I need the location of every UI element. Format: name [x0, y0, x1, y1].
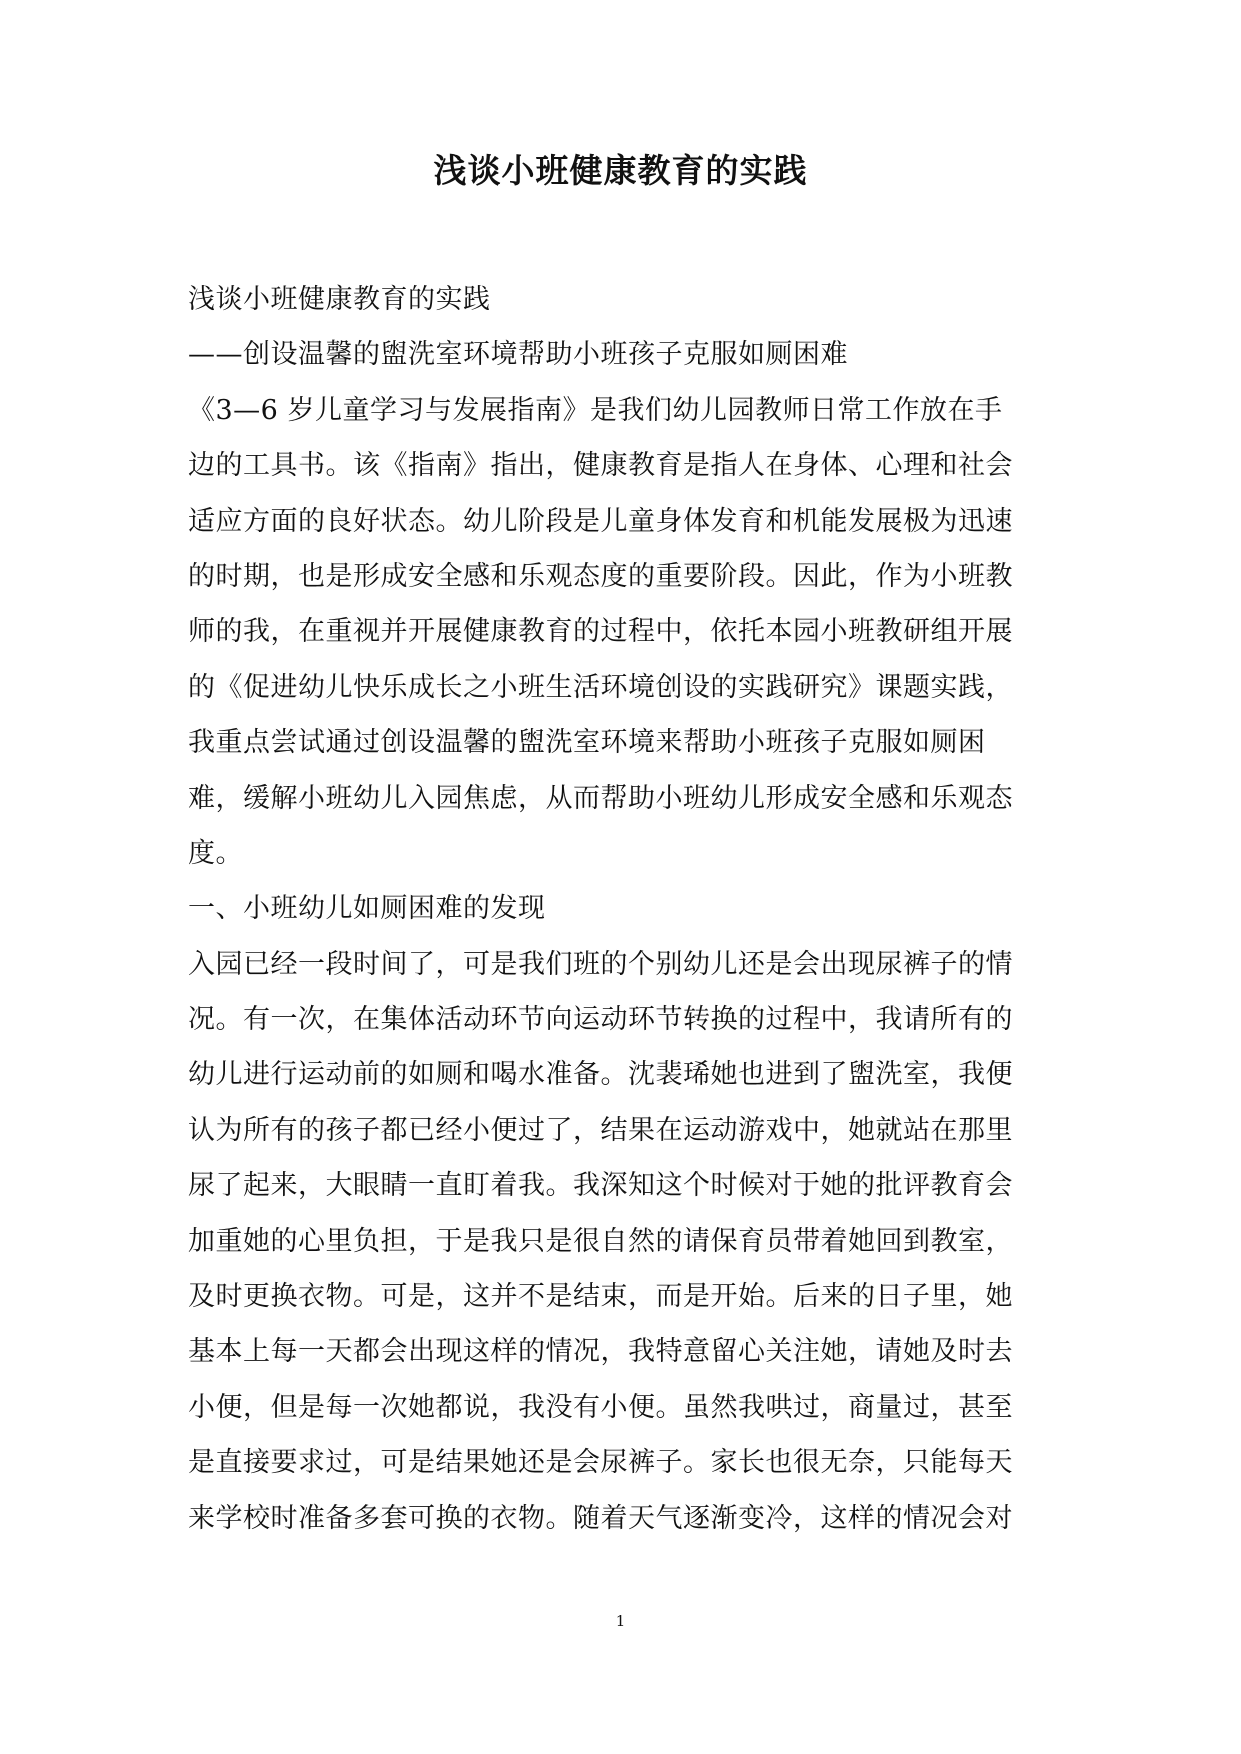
- body-line: 难，缓解小班幼儿入园焦虑，从而帮助小班幼儿形成安全感和乐观态: [188, 782, 1013, 814]
- body-line: 基本上每一天都会出现这样的情况，我特意留心关注她，请她及时去: [188, 1336, 1013, 1368]
- body-line: 来学校时准备多套可换的衣物。随着天气逐渐变冷，这样的情况会对: [188, 1502, 1013, 1534]
- body-line: 小便，但是每一次她都说，我没有小便。虽然我哄过，商量过，甚至: [188, 1391, 1013, 1423]
- body-line: 及时更换衣物。可是，这并不是结束，而是开始。后来的日子里，她: [188, 1281, 1013, 1313]
- body-line: 的时期，也是形成安全感和乐观态度的重要阶段。因此，作为小班教: [188, 560, 1013, 592]
- body-line: 加重她的心里负担，于是我只是很自然的请保育员带着她回到教室，: [188, 1225, 1013, 1257]
- body-line: 认为所有的孩子都已经小便过了，结果在运动游戏中，她就站在那里: [188, 1114, 1013, 1146]
- body-line: 适应方面的良好状态。幼儿阶段是儿童身体发育和机能发展极为迅速: [188, 505, 1013, 537]
- body-line: ——创设温馨的盥洗室环境帮助小班孩子克服如厕困难: [188, 339, 848, 371]
- body-line: 《3—6 岁儿童学习与发展指南》是我们幼儿园教师日常工作放在手: [188, 394, 1003, 426]
- body-line: 幼儿进行运动前的如厕和喝水准备。沈裴琋她也进到了盥洗室，我便: [188, 1059, 1013, 1091]
- section-heading: 一、小班幼儿如厕困难的发现: [188, 893, 546, 925]
- body-line: 浅谈小班健康教育的实践: [188, 284, 491, 315]
- document-body: [188, 272, 1058, 1546]
- body-line: 尿了起来，大眼睛一直盯着我。我深知这个时候对于她的批评教育会: [188, 1170, 1013, 1202]
- body-line: 我重点尝试通过创设温馨的盥洗室环境来帮助小班孩子克服如厕困: [188, 727, 986, 759]
- body-line: 边的工具书。该《指南》指出，健康教育是指人在身体、心理和社会: [188, 450, 1013, 482]
- body-line: 师的我，在重视并开展健康教育的过程中，依托本园小班教研组开展: [188, 616, 1013, 648]
- body-line: 入园已经一段时间了，可是我们班的个别幼儿还是会出现尿裤子的情: [188, 948, 1013, 980]
- body-line: 是直接要求过，可是结果她还是会尿裤子。家长也很无奈，只能每天: [188, 1447, 1013, 1479]
- body-line: 度。: [188, 837, 243, 869]
- document-title: 浅谈小班健康教育的实践: [433, 151, 808, 190]
- page-number: 1: [615, 1612, 626, 1630]
- body-line: 况。有一次，在集体活动环节向运动环节转换的过程中，我请所有的: [188, 1004, 1013, 1036]
- body-line: 的《促进幼儿快乐成长之小班生活环境创设的实践研究》课题实践，: [188, 671, 1013, 703]
